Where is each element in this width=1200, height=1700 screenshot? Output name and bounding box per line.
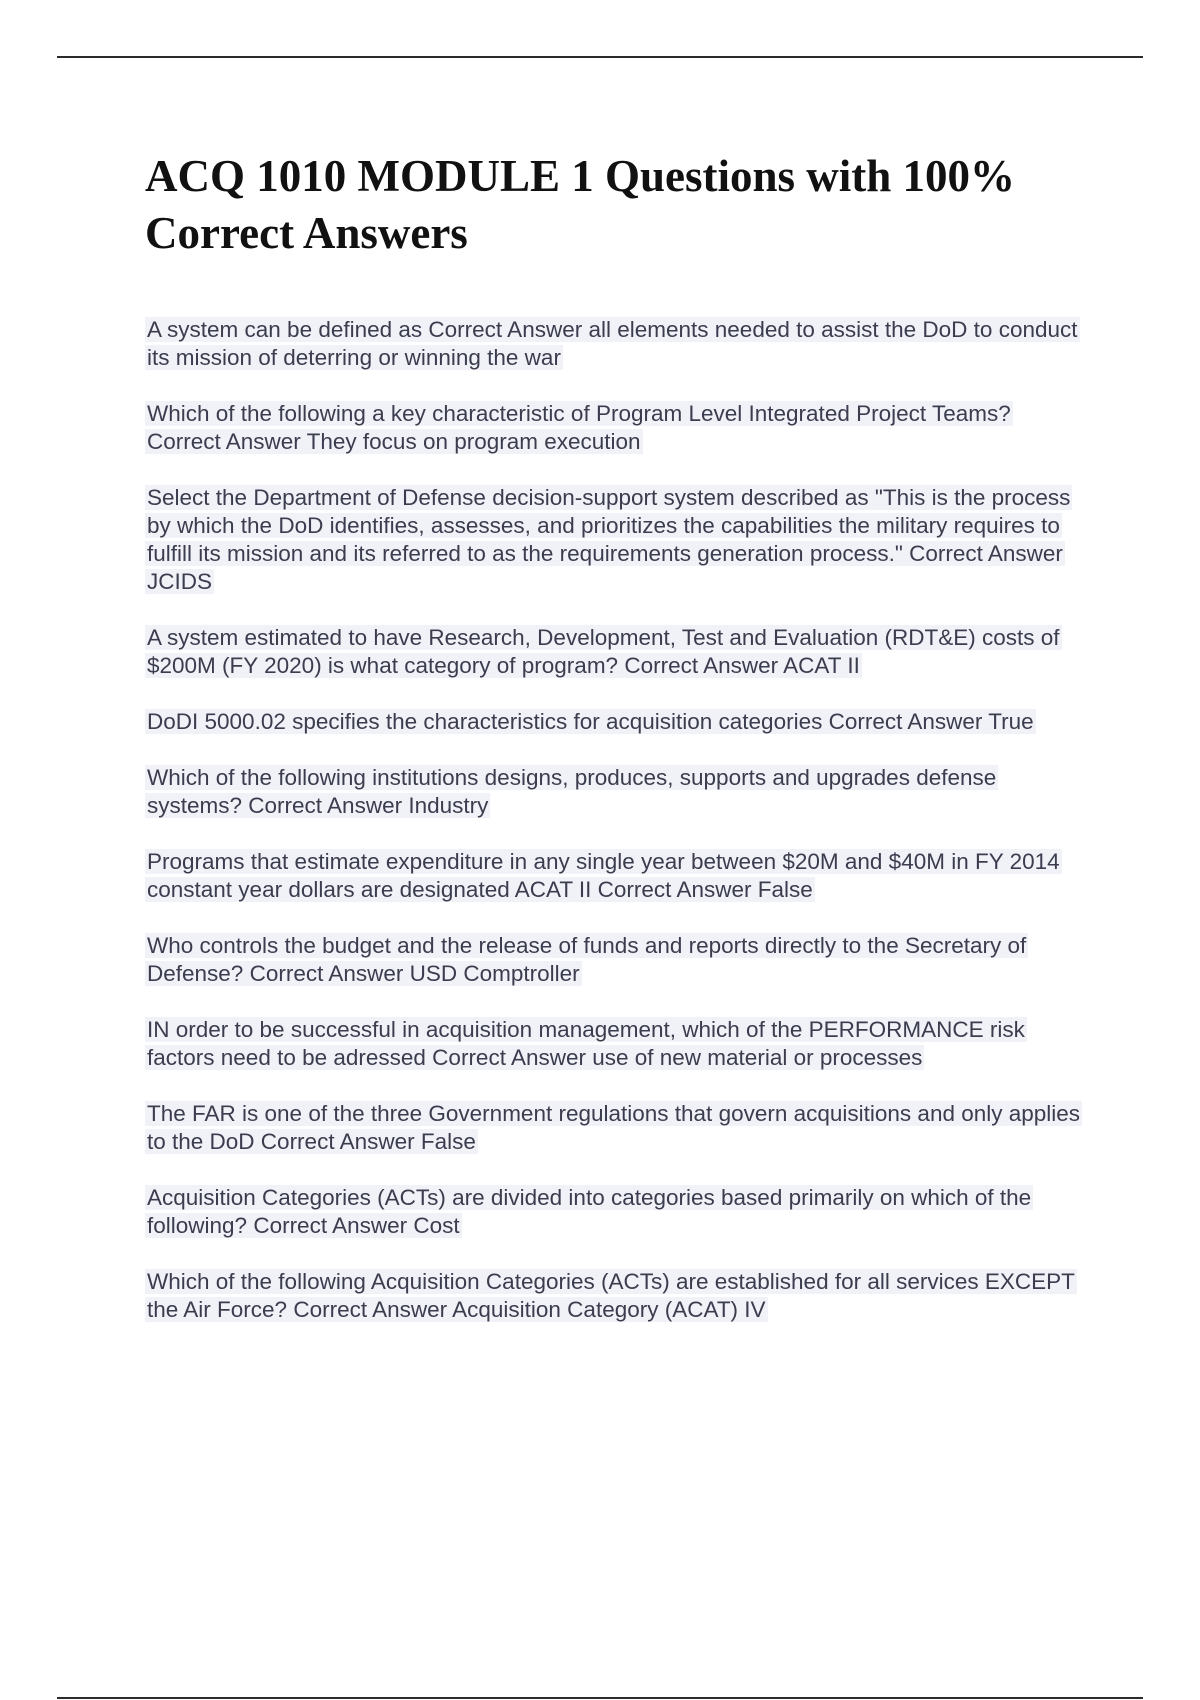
qa-item (145, 1184, 1085, 1240)
qa-text: Acquisition Categories (ACTs) are divided into categories based primarily on which of the following? Correct Answer Cost (147, 1185, 1032, 1238)
qa-text: DoDI 5000.02 specifies the characteristics for acquisition categories Correct Answer True (147, 709, 1034, 734)
qa-text: Which of the following Acquisition Categories (ACTs) are established for all services EXCEPT the Air Force? Correct Answer Acquisition Category (ACAT) IV (147, 1269, 1075, 1322)
qa-text: Which of the following a key characteristic of Program Level Integrated Project Teams? Correct Answer They focus on program execution (147, 401, 1011, 454)
qa-item (145, 400, 1085, 456)
document-title: ACQ 1010 MODULE 1 Questions with 100% Correct Answers (145, 151, 1016, 258)
qa-text: The FAR is one of the three Government regulations that govern acquisitions and only applies to the DoD Correct Answer False (147, 1101, 1081, 1154)
qa-item (145, 1268, 1085, 1324)
qa-text: Select the Department of Defense decision-support system described as "This is the process by which the DoD identifies, assesses, and prioritizes the capabilities the military requires to fulfill its mission and its referred to as the requirements generation process." Correct Answer JCIDS (147, 485, 1071, 594)
qa-text: IN order to be successful in acquisition management, which of the PERFORMANCE risk factors need to be adressed Correct Answer use of new material or processes (147, 1017, 1025, 1070)
qa-item (145, 932, 1085, 988)
qa-text: Programs that estimate expenditure in any single year between $20M and $40M in FY 2014 constant year dollars are designated ACAT II Correct Answer False (147, 849, 1060, 902)
document-body (145, 148, 1085, 1352)
qa-item (145, 624, 1085, 680)
qa-item (145, 1100, 1085, 1156)
qa-text: A system estimated to have Research, Development, Test and Evaluation (RDT&E) costs of $200M (FY 2020) is what category of program? Correct Answer ACAT II (147, 625, 1060, 678)
qa-text: Which of the following institutions designs, produces, supports and upgrades defense systems? Correct Answer Industry (147, 765, 997, 818)
qa-item (145, 708, 1085, 736)
header-rule (57, 56, 1143, 58)
qa-text: A system can be defined as Correct Answer all elements needed to assist the DoD to conduct its mission of deterring or winning the war (147, 317, 1078, 370)
qa-item (145, 316, 1085, 372)
qa-item (145, 484, 1085, 596)
qa-list (145, 316, 1085, 1324)
qa-text: Who controls the budget and the release of funds and reports directly to the Secretary of Defense? Correct Answer USD Comptroller (147, 933, 1027, 986)
qa-item (145, 764, 1085, 820)
qa-item (145, 848, 1085, 904)
qa-item (145, 1016, 1085, 1072)
footer-rule (57, 1697, 1143, 1699)
